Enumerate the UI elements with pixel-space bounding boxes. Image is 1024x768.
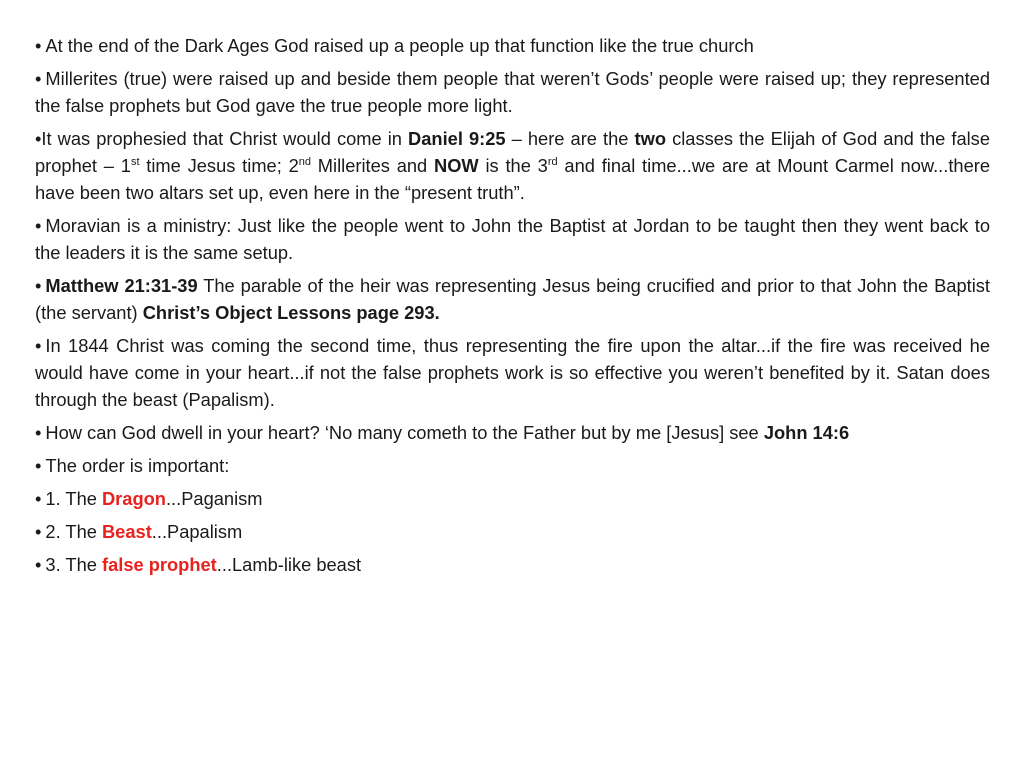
emphasis-word: two [634, 128, 666, 149]
bullet-dark-ages [35, 32, 990, 59]
bullet-text: Moravian is a ministry: Just like the people went to John the Baptist at Jordan to be taught then they went back to the leaders it is the same setup. [35, 215, 990, 263]
ordinal-suffix: st [130, 155, 140, 168]
bullet-text: At the end of the Dark Ages God raised up a people up that function like the true church [45, 35, 754, 56]
bullet-prophesied [35, 125, 990, 206]
bullet-glyph: • [35, 422, 42, 443]
text-segment: How can God dwell in your heart? ‘No many cometh to the Father but by me [Jesus] see [45, 422, 764, 443]
bullet-glyph: • [35, 521, 42, 542]
ordinal-suffix: rd [547, 155, 558, 168]
text-segment: is the 3 [478, 155, 548, 176]
order-item-beast [35, 518, 990, 545]
text-segment: It was prophesied that Christ would come in [41, 128, 409, 149]
scripture-reference: John 14:6 [763, 422, 850, 443]
order-prefix: 1. The [45, 488, 102, 509]
scripture-reference: Matthew 21:31-39 [45, 275, 198, 296]
scripture-reference: Daniel 9:25 [408, 128, 506, 149]
slide-body [35, 32, 990, 584]
bullet-glyph: • [35, 128, 42, 149]
bullet-glyph: • [35, 455, 42, 476]
order-prefix: 3. The [45, 554, 102, 575]
bullet-glyph: • [35, 488, 42, 509]
bullet-glyph: • [35, 215, 42, 236]
ordinal-suffix: nd [298, 155, 311, 168]
bullet-matthew [35, 272, 990, 326]
order-highlight: false prophet [101, 554, 217, 575]
bullet-glyph: • [35, 68, 42, 89]
bullet-millerites [35, 65, 990, 119]
emphasis-word: NOW [434, 155, 479, 176]
bullet-glyph: • [35, 554, 42, 575]
bullet-glyph: • [35, 35, 42, 56]
bullet-glyph: • [35, 335, 42, 356]
text-segment: and final time...we are at Mount Carmel now...there have been two altars set up, even here in the “present truth”. [35, 155, 990, 203]
bullet-text: In 1844 Christ was coming the second time, thus representing the fire upon the altar...if the fire was received he would have come in your heart...if not the false prophets work is so effective you weren’t benefited by it. Satan does through the beast (Papalism). [35, 335, 990, 410]
bullet-glyph: • [35, 275, 42, 296]
order-highlight: Beast [101, 521, 152, 542]
book-reference: Christ’s Object Lessons page 293. [142, 302, 440, 323]
bullet-dwell [35, 419, 990, 446]
text-segment: time Jesus time; 2 [139, 155, 299, 176]
order-suffix: ...Paganism [165, 488, 263, 509]
bullet-text: The order is important: [45, 455, 230, 476]
text-segment: classes the Elijah of God and the false prophet – 1 [35, 128, 990, 176]
bullet-order-important [35, 452, 990, 479]
bullet-1844 [35, 332, 990, 413]
text-segment: Millerites and [311, 155, 434, 176]
order-item-dragon [35, 485, 990, 512]
order-suffix: ...Papalism [151, 521, 243, 542]
order-highlight: Dragon [101, 488, 166, 509]
bullet-moravian [35, 212, 990, 266]
bullet-text: Millerites (true) were raised up and beside them people that weren’t Gods’ people were raised up; they represented the false prophets but God gave the true people more light. [35, 68, 990, 116]
text-segment: – here are the [505, 128, 635, 149]
order-suffix: ...Lamb-like beast [216, 554, 362, 575]
text-segment: The parable of the heir was representing Jesus being crucified and prior to that John the Baptist (the servant) [35, 275, 990, 323]
order-prefix: 2. The [45, 521, 102, 542]
order-item-false-prophet [35, 551, 990, 578]
